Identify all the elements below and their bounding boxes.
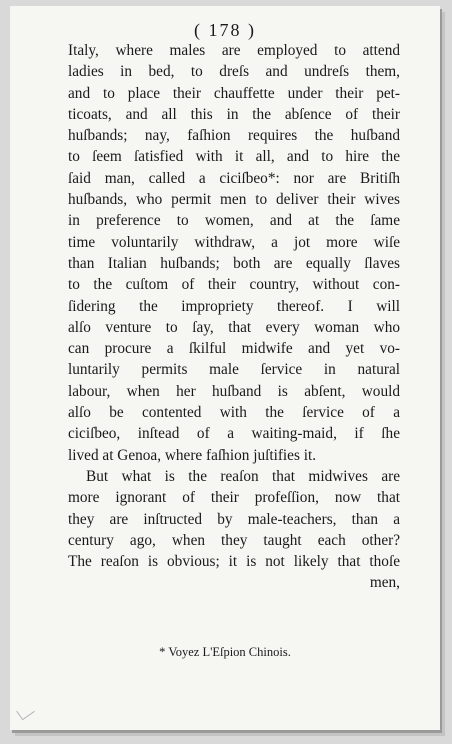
text-line: they are inſtructed by male-teachers, than a (68, 510, 400, 528)
text-line: alſo venture to ſay, that every woman who (68, 318, 400, 336)
book-page (10, 6, 440, 730)
text-line: huſbands, who permit men to deliver their wives (68, 191, 400, 209)
text-line: ladies in bed, to dreſs and undreſs them, (68, 63, 400, 81)
text-line: alſo be contented with the ſervice of a (68, 404, 400, 422)
text-line: more ignorant of their profeſſion, now that (68, 489, 400, 507)
page-number: ( 178 ) (194, 20, 256, 40)
text-line: to the cuſtom of their country, without con- (68, 276, 400, 294)
text-line: can procure a ſkilful midwife and yet vo- (68, 340, 400, 358)
text-line: time voluntarily withdraw, a jot more wiſe (68, 233, 400, 251)
text-line: and to place their chauffette under their pet- (68, 84, 400, 102)
catchword: men, (369, 574, 400, 592)
text-line: in preference to women, and at the ſame (68, 212, 400, 230)
text-line: to ſeem ſatisfied with it all, and to hire the (68, 148, 400, 166)
text-line: than Italian huſbands; both are equally ſlaves (68, 254, 400, 272)
text-line: lived at Genoa, where faſhion juſtifies it. (68, 446, 317, 464)
text-line: But what is the reaſon that midwives are (86, 467, 400, 485)
text-line: ſaid man, called a ciciſbeo*: nor are Britiſh (68, 169, 400, 187)
body-text (68, 40, 400, 594)
text-line: labour, when her huſband is abſent, would (68, 382, 400, 400)
text-line: luntarily permits male ſervice in natural (68, 361, 400, 379)
text-line: The reaſon is obvious; it is not likely that thoſe (68, 553, 400, 571)
footnote: * Voyez L'Eſpion Chinois. (159, 645, 291, 659)
page-edge-mark (16, 703, 35, 721)
text-line: ticoats, and all this in the abſence of their (68, 105, 400, 123)
text-line: huſbands; nay, faſhion requires the huſband (68, 127, 400, 145)
text-line: Italy, where males are employed to attend (68, 42, 400, 59)
text-line: ciciſbeo, inſtead of a waiting-maid, if ſhe (68, 425, 400, 443)
text-line: century ago, when they taught each other? (68, 531, 400, 549)
text-line: ſidering the impropriety thereof. I will (68, 297, 400, 315)
